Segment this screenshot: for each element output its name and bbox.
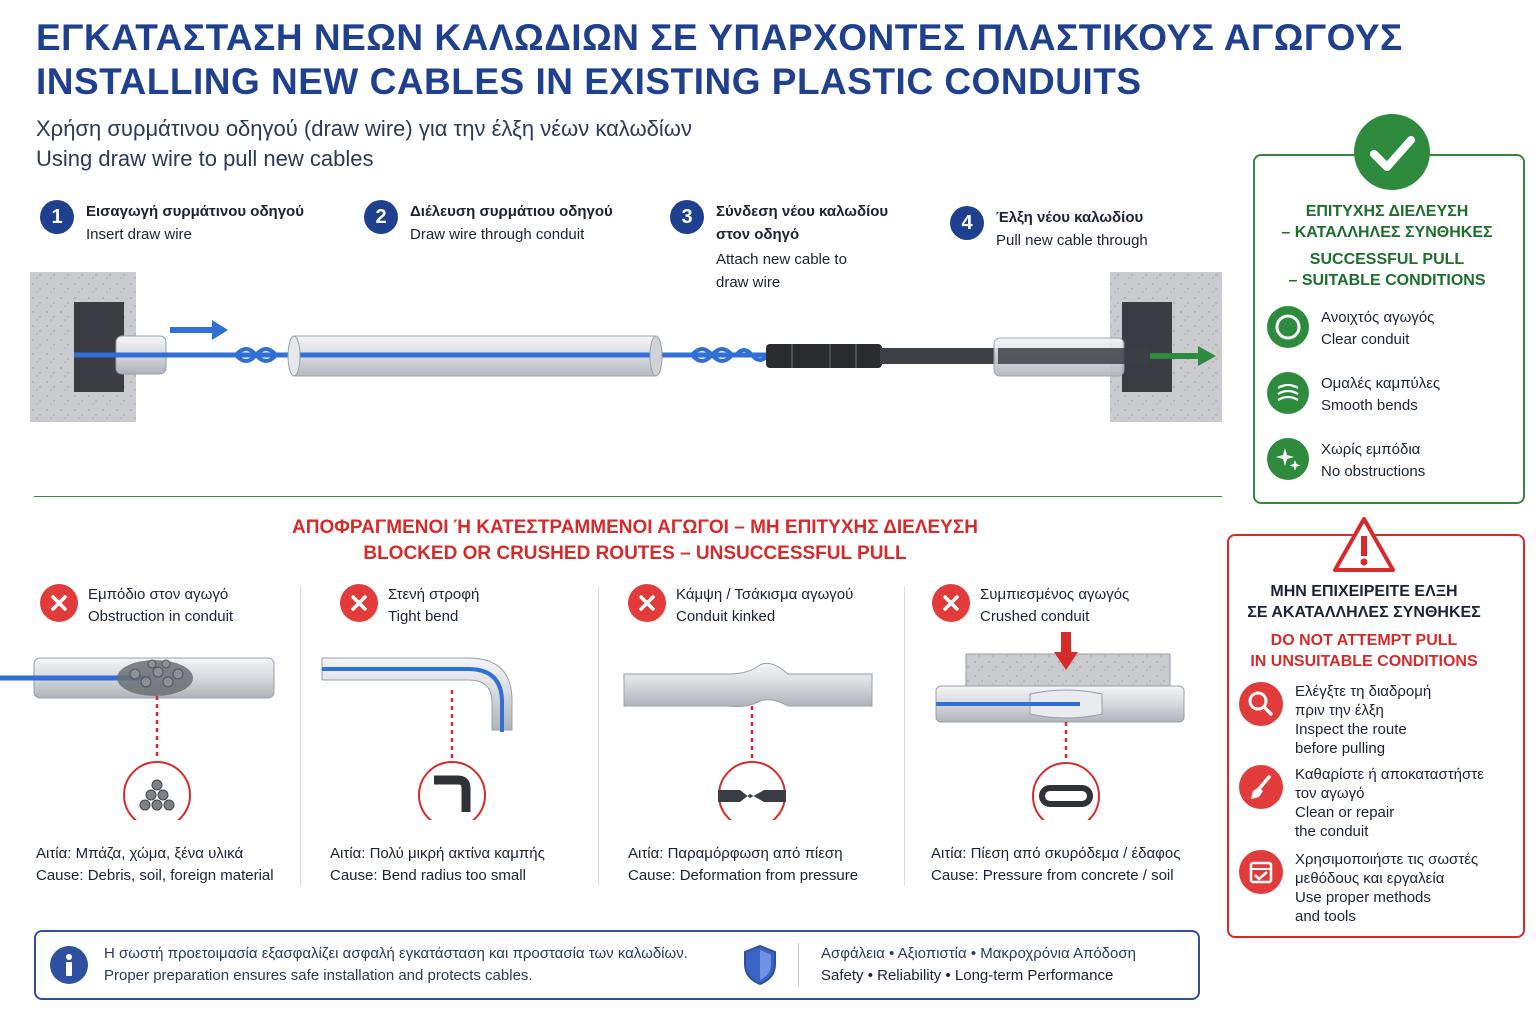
- calendar-check-icon: [1239, 850, 1283, 894]
- step-label-english: Pull new cable through: [996, 232, 1148, 249]
- subtitle-english: Using draw wire to pull new cables: [36, 146, 374, 171]
- warning-item-greek: Χρησιμοποιήστε τις σωστές: [1295, 851, 1479, 868]
- smooth-bends-icon: [1267, 372, 1309, 414]
- subtitle-greek: Χρήση συρμάτινου οδηγού (draw wire) για την έλξη νέων καλωδίων: [36, 116, 692, 141]
- circle-icon: [1267, 306, 1309, 348]
- footer-info-english: Proper preparation ensures safe installation and protects cables.: [104, 967, 533, 984]
- warning-title-greek-2: ΣΕ ΑΚΑΤΑΛΛΗΛΕΣ ΣΥΝΘΗΚΕΣ: [1247, 604, 1481, 621]
- sparkle-icon: [1267, 438, 1309, 480]
- warning-triangle-icon: [1332, 516, 1396, 574]
- step-number: 1: [40, 200, 74, 234]
- direction-arrow-icon: [170, 320, 228, 340]
- success-item-greek: Χωρίς εμπόδια: [1321, 441, 1421, 458]
- fault-kinked: [628, 584, 898, 628]
- success-panel-title: [1256, 201, 1518, 291]
- fault-cause: [36, 843, 296, 887]
- fault-label-greek: Στενή στροφή: [388, 586, 480, 603]
- step-label-english: Attach new cable to draw wire: [716, 251, 847, 291]
- warning-item-greek: Ελέγξτε τη διαδρομή: [1295, 683, 1432, 700]
- checkmark-icon: [1354, 114, 1430, 190]
- warning-title-greek-1: ΜΗΝ ΕΠΙΧΕΙΡΕΙΤΕ ΕΛΞΗ: [1270, 583, 1458, 600]
- warning-item-greek: πριν την έλξη: [1295, 702, 1384, 719]
- warning-title-english-2: IN UNSUITABLE CONDITIONS: [1250, 653, 1478, 670]
- success-title-greek-2: – ΚΑΤΑΛΛΗΛΕΣ ΣΥΝΘΗΚΕΣ: [1281, 224, 1493, 241]
- success-item-greek: Ανοιχτός αγωγός: [1321, 309, 1435, 326]
- step-label-english: Draw wire through conduit: [410, 226, 585, 243]
- warning-item: [1239, 682, 1509, 758]
- fault-cause: [931, 843, 1206, 887]
- footer-values-english: Safety • Reliability • Long-term Performance: [821, 967, 1114, 984]
- cause-greek: Αιτία: Πολύ μικρή ακτίνα καμπής: [330, 845, 545, 862]
- error-x-icon: [40, 584, 78, 622]
- magnifier-icon: [1239, 682, 1283, 726]
- error-x-icon: [932, 584, 970, 622]
- warning-item-greek: Καθαρίστε ή αποκαταστήστε: [1295, 766, 1484, 783]
- warning-item-greek: μεθόδους και εργαλεία: [1295, 870, 1445, 887]
- page-title-english: INSTALLING NEW CABLES IN EXISTING PLASTIC CONDUITS: [36, 61, 1142, 102]
- section-divider: [34, 496, 1222, 497]
- warning-panel-title: [1230, 581, 1498, 672]
- warning-item-english: and tools: [1295, 908, 1356, 925]
- cause-english: Cause: Deformation from pressure: [628, 867, 859, 884]
- cause-greek: Αιτία: Πίεση από σκυρόδεμα / έδαφος: [931, 845, 1181, 862]
- page-title-greek: ΕΓΚΑΤΑΣΤΑΣΗ ΝΕΩΝ ΚΑΛΩΔΙΩΝ ΣΕ ΥΠΑΡΧΟΝΤΕΣ ΠΛΑΣΤΙΚΟΥΣ ΑΓΩΓΟΥΣ: [36, 17, 1403, 58]
- error-x-icon: [628, 584, 666, 622]
- footer-values-greek: Ασφάλεια • Αξιοπιστία • Μακροχρόνια Απόδοση: [821, 945, 1136, 962]
- warning-item-english: before pulling: [1295, 740, 1386, 757]
- success-item: [1267, 306, 1507, 349]
- info-icon: [50, 946, 88, 984]
- tight-bend-illustration: [318, 650, 528, 820]
- fault-cause: [628, 843, 893, 887]
- footer-bar: [34, 930, 1200, 1000]
- cause-greek: Αιτία: Παραμόρφωση από πίεση: [628, 845, 843, 862]
- fault-obstruction: [40, 584, 290, 628]
- obstruction-illustration: [0, 650, 290, 820]
- column-divider: [598, 586, 599, 886]
- success-item-greek: Ομαλές καμπύλες: [1321, 375, 1441, 392]
- brush-icon: [1239, 765, 1283, 809]
- success-item-english: Clear conduit: [1321, 331, 1410, 348]
- success-title-greek-1: ΕΠΙΤΥΧΗΣ ΔΙΕΛΕΥΣΗ: [1305, 203, 1469, 220]
- fault-cause: [330, 843, 595, 887]
- blocked-title-greek: ΑΠΟΦΡΑΓΜΕΝΟΙ Ή ΚΑΤΕΣΤΡΑΜΜΕΝΟΙ ΑΓΩΓΟΙ – ΜΗ ΕΠΙΤΥΧΗΣ ΔΙΕΛΕΥΣΗ: [292, 517, 978, 538]
- blocked-section-title: [230, 515, 1040, 567]
- warning-title-english-1: DO NOT ATTEMPT PULL: [1270, 632, 1458, 649]
- cause-english: Cause: Debris, soil, foreign material: [36, 867, 274, 884]
- main-conduit: [288, 336, 662, 376]
- step-2: [364, 200, 644, 246]
- success-title-english-2: – SUITABLE CONDITIONS: [1288, 272, 1486, 289]
- success-title-english-1: SUCCESSFUL PULL: [1309, 251, 1465, 268]
- cause-english: Cause: Bend radius too small: [330, 867, 526, 884]
- blocked-title-english: BLOCKED OR CRUSHED ROUTES – UNSUCCESSFUL PULL: [363, 543, 907, 564]
- step-4: [950, 206, 1190, 252]
- step-number: 3: [670, 200, 704, 234]
- fault-label-english: Tight bend: [388, 608, 459, 625]
- step-number: 2: [364, 200, 398, 234]
- subtitle: [36, 114, 1136, 174]
- fault-label-greek: Κάμψη / Τσάκισμα αγωγού: [676, 586, 854, 603]
- warning-item-english: the conduit: [1295, 823, 1369, 840]
- error-x-icon: [340, 584, 378, 622]
- cause-greek: Αιτία: Μπάζα, χώμα, ξένα υλικά: [36, 845, 244, 862]
- right-wall: [1110, 272, 1222, 422]
- success-item: [1267, 372, 1507, 415]
- fault-label-greek: Συμπιεσμένος αγωγός: [980, 586, 1130, 603]
- fault-label-english: Crushed conduit: [980, 608, 1090, 625]
- header: [36, 16, 1436, 104]
- fault-label-greek: Εμπόδιο στον αγωγό: [88, 586, 229, 603]
- step-label-greek: Έλξη νέου καλωδίου: [996, 209, 1144, 226]
- success-item-english: Smooth bends: [1321, 397, 1418, 414]
- success-item: [1267, 438, 1507, 481]
- cable-connector: [766, 344, 882, 368]
- new-cable: [880, 348, 1000, 364]
- step-label-english: Insert draw wire: [86, 226, 192, 243]
- warning-item: [1239, 850, 1514, 926]
- kinked-conduit-illustration: [618, 650, 880, 820]
- success-item-english: No obstructions: [1321, 463, 1426, 480]
- column-divider: [300, 586, 301, 886]
- step-label-greek: Σύνδεση νέου καλωδίου στον οδηγό: [716, 203, 889, 243]
- warning-item-english: Inspect the route: [1295, 721, 1407, 738]
- step-label-greek: Διέλευση συρμάτιου οδηγού: [410, 203, 613, 220]
- step-1: [40, 200, 340, 246]
- fault-label-english: Obstruction in conduit: [88, 608, 234, 625]
- warning-item-greek: τον αγωγό: [1295, 785, 1365, 802]
- column-divider: [904, 586, 905, 886]
- step-label-greek: Εισαγωγή συρμάτινου οδηγού: [86, 203, 304, 220]
- warning-item: [1239, 765, 1514, 841]
- fault-tight-bend: [340, 584, 590, 628]
- step-number: 4: [950, 206, 984, 240]
- footer-info-greek: Η σωστή προετοιμασία εξασφαλίζει ασφαλή εγκατάσταση και προστασία των καλωδίων.: [104, 945, 688, 962]
- cable-pull-illustration: [30, 266, 1226, 426]
- warning-item-english: Use proper methods: [1295, 889, 1431, 906]
- warning-item-english: Clean or repair: [1295, 804, 1395, 821]
- footer-divider: [798, 943, 799, 987]
- cause-english: Cause: Pressure from concrete / soil: [931, 867, 1174, 884]
- fault-crushed: [932, 584, 1192, 628]
- fault-label-english: Conduit kinked: [676, 608, 776, 625]
- crushed-conduit-illustration: [930, 630, 1190, 820]
- shield-icon: [738, 944, 782, 986]
